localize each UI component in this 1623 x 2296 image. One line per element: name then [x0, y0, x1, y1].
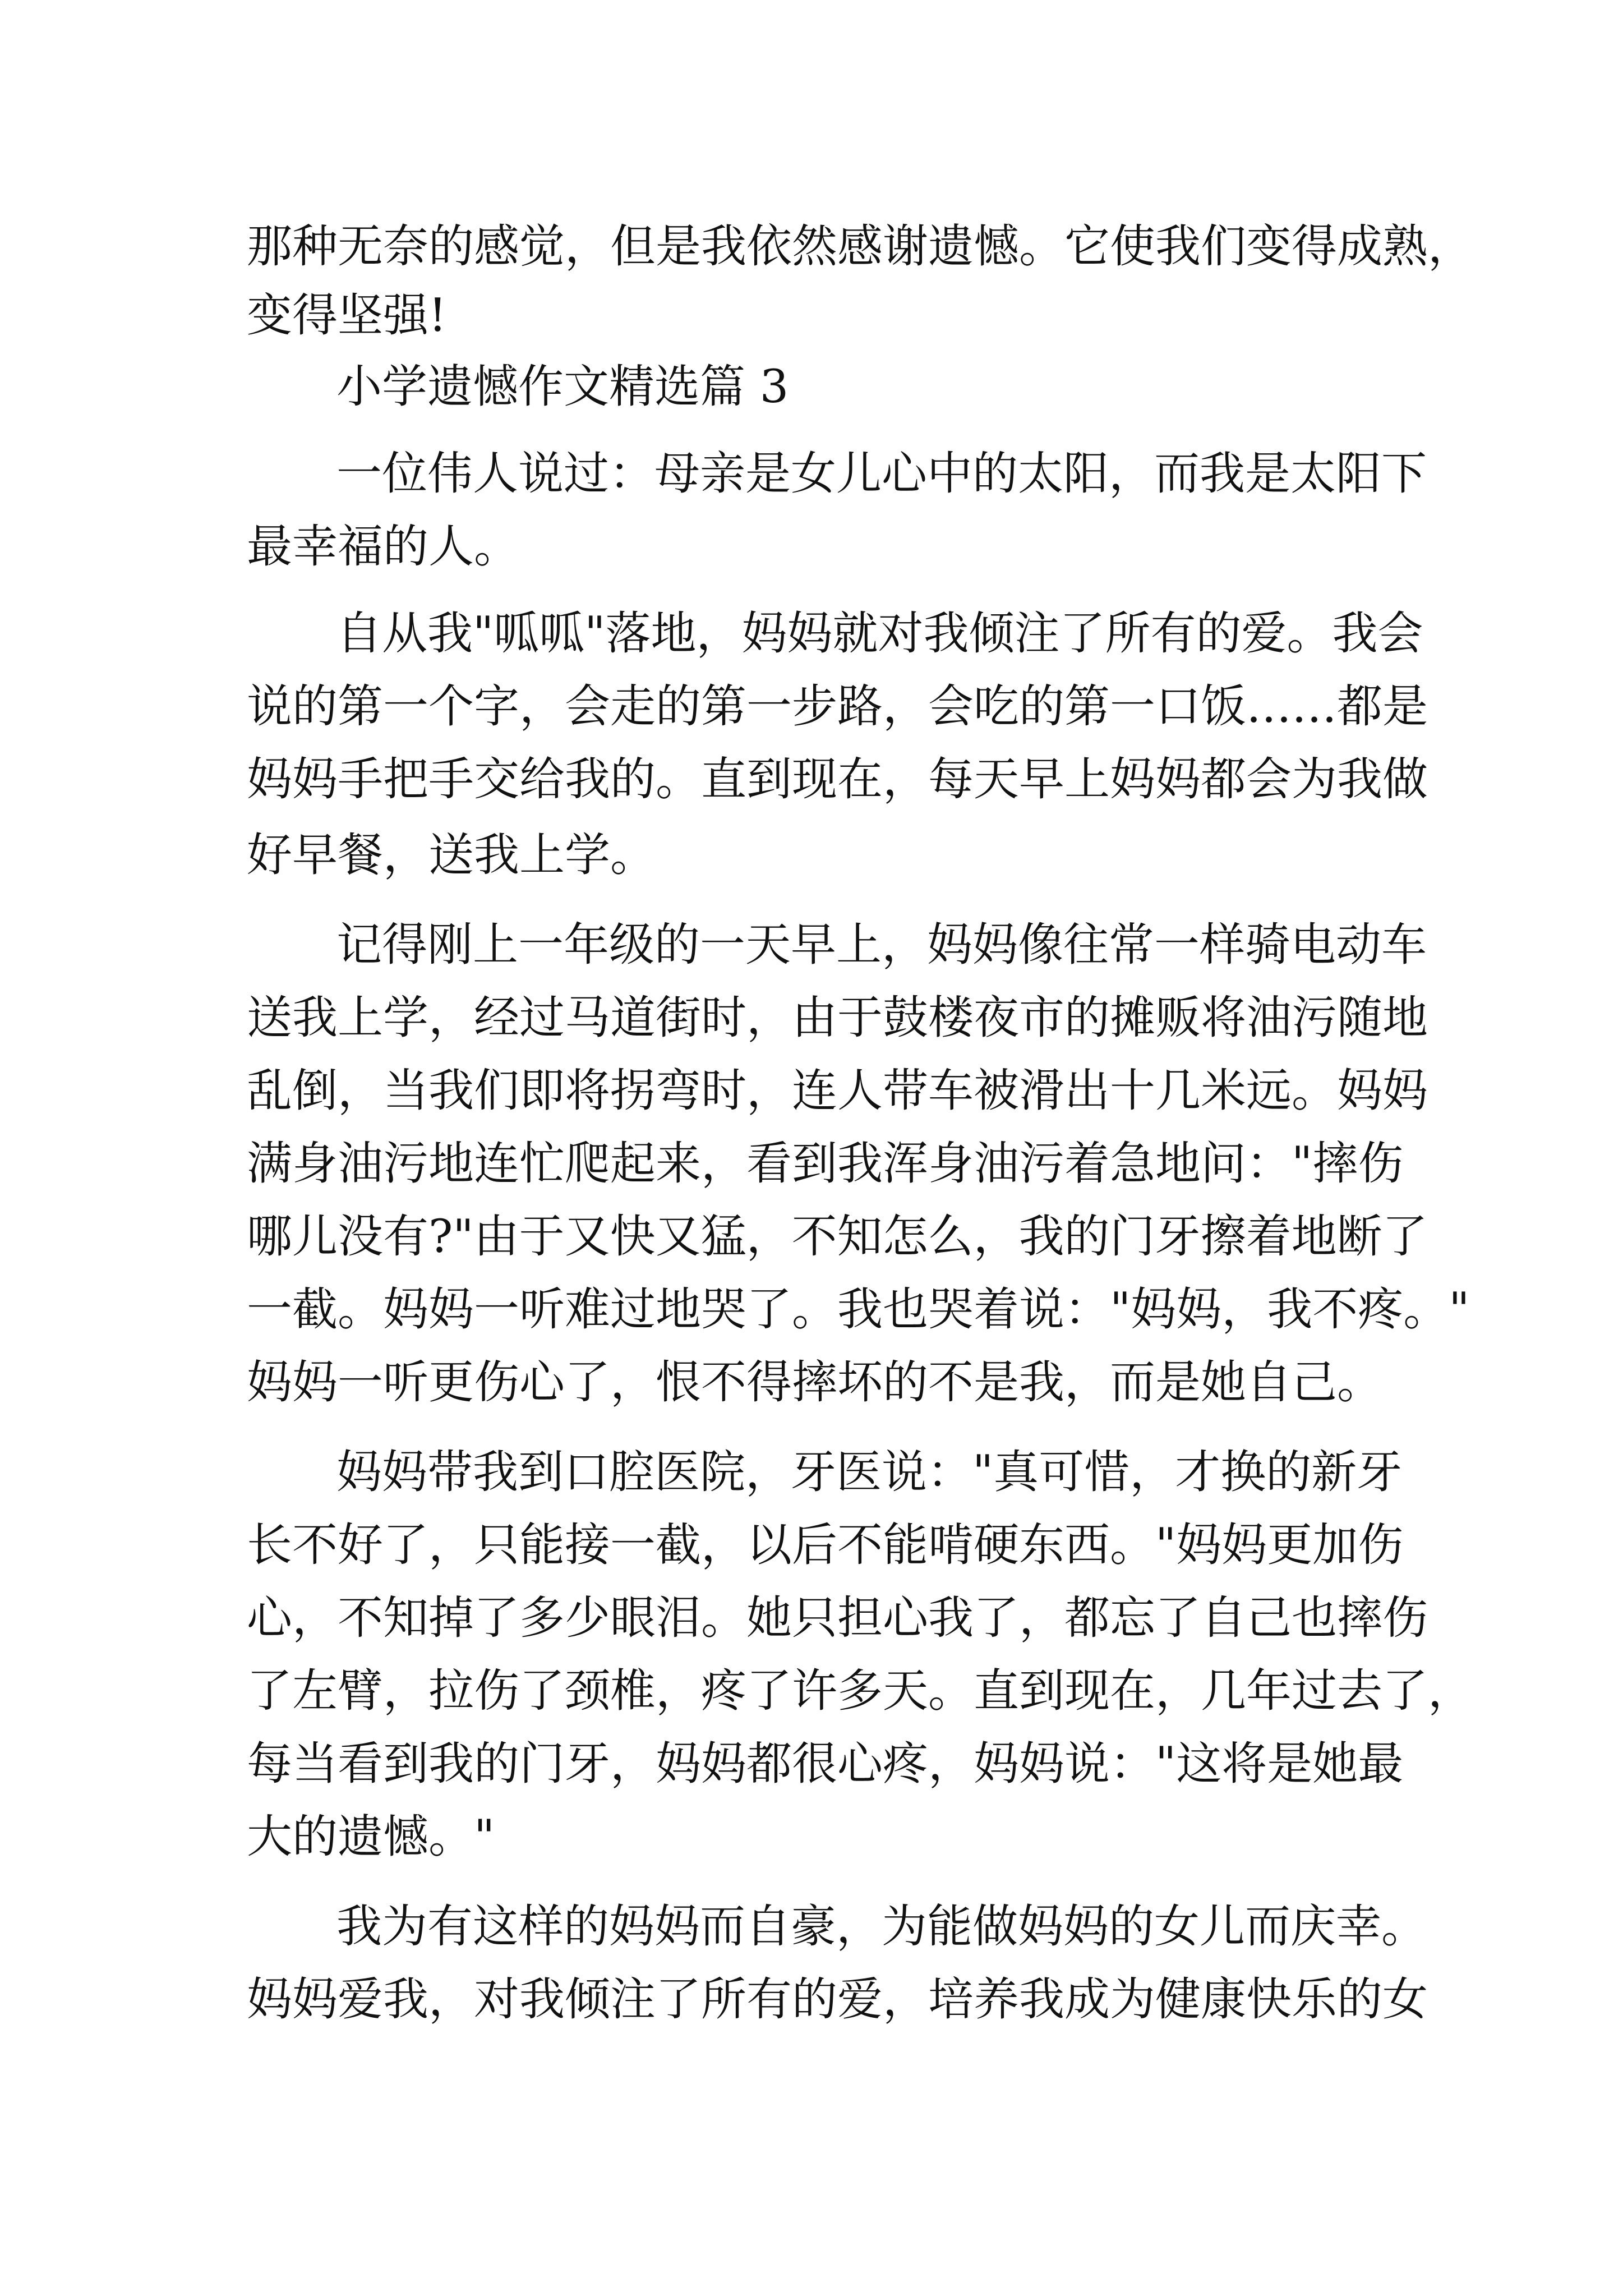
text-line-17: 妈妈带我到口腔医院，牙医说："真可惜，才换的新牙 [336, 1446, 1403, 1499]
text-line-24: 妈妈爱我，对我倾注了所有的爱，培养我成为健康快乐的女 [247, 1973, 1428, 2026]
text-line-22: 大的遗憾。" [247, 1811, 495, 1864]
text-line-18: 长不好了，只能接一截，以后不能啃硬东西。"妈妈更加伤 [247, 1519, 1404, 1572]
text-line-15: 一截。妈妈一听难过地哭了。我也哭着说："妈妈，我不疼。" [247, 1283, 1470, 1336]
text-line-9: 好早餐，送我上学。 [247, 829, 656, 882]
text-line-8: 妈妈手把手交给我的。直到现在，每天早上妈妈都会为我做 [247, 753, 1428, 806]
text-line-23: 我为有这样的妈妈而自豪，为能做妈妈的女儿而庆幸。 [336, 1901, 1427, 1953]
text-line-7: 说的第一个字，会走的第一步路，会吃的第一口饭……都是 [247, 680, 1428, 733]
text-line-19: 心，不知掉了多少眼泪。她只担心我了，都忘了自己也摔伤 [247, 1592, 1428, 1645]
text-line-10: 记得刚上一年级的一天早上，妈妈像往常一样骑电动车 [336, 919, 1427, 972]
text-line-20: 了左臂，拉伤了颈椎，疼了许多天。直到现在，几年过去了， [247, 1665, 1474, 1718]
text-line-2: 变得坚强! [247, 289, 447, 342]
text-line-14: 哪儿没有?"由于又快又猛，不知怎么，我的门牙擦着地断了 [247, 1211, 1428, 1263]
section-title: 小学遗憾作文精选篇 3 [336, 361, 789, 413]
text-line-21: 每当看到我的门牙，妈妈都很心疼，妈妈说："这将是她最 [247, 1738, 1404, 1791]
text-line-16: 妈妈一听更伤心了，恨不得摔坏的不是我，而是她自己。 [247, 1356, 1383, 1409]
text-line-13: 满身油污地连忙爬起来，看到我浑身油污着急地问："摔伤 [247, 1138, 1404, 1190]
text-line-11: 送我上学，经过马道街时，由于鼓楼夜市的摊贩将油污随地 [247, 992, 1428, 1045]
text-line-4: 一位伟人说过：母亲是女儿心中的太阳，而我是太阳下 [336, 448, 1427, 500]
text-line-6: 自从我"呱呱"落地，妈妈就对我倾注了所有的爱。我会 [336, 608, 1423, 660]
text-line-1: 那种无奈的感觉，但是我依然感谢遗憾。它使我们变得成熟， [247, 220, 1474, 273]
text-line-5: 最幸福的人。 [247, 521, 520, 573]
text-line-12: 乱倒，当我们即将拐弯时，连人带车被滑出十几米远。妈妈 [247, 1065, 1428, 1117]
